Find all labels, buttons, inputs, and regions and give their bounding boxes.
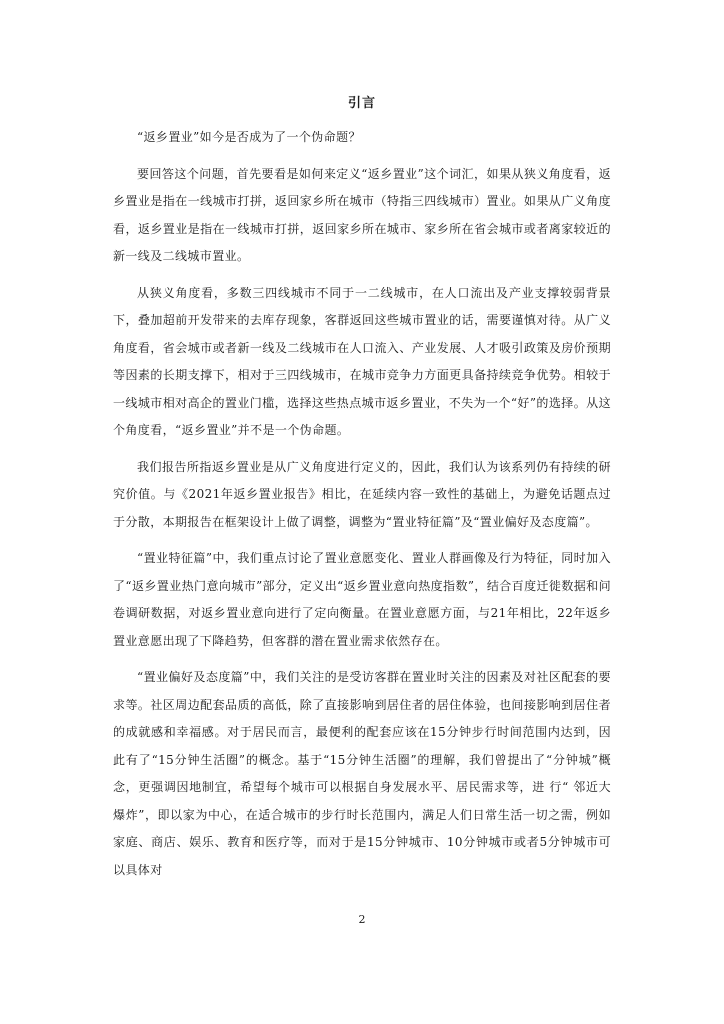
paragraph-definition: 要回答这个问题，首先要看是如何来定义“返乡置业”这个词汇，如果从狭义角度看，返乡置业是指在一线城市打拼，返回家乡所在城市（特指三四线城市）置业。如果从广义角度看，返乡置业是指在一线城市打拼，返回家乡所在城市、家乡所在省会城市或者离家较近的新一线及二线城市置业。 <box>113 166 611 263</box>
paragraph-purchase-features: “置业特征篇”中，我们重点讨论了置业意愿变化、置业人群画像及行为特征，同时加入了“返乡置业热门意向城市”部分，定义出“返乡置业意向热度指数”，结合百度迁徙数据和问卷调研数据，对返乡置业意向进行了定向衡量。在置业意愿方面，与21年相比，22年返乡置业意愿出现了下降趋势，但客群的潜在置业需求依然存在。 <box>113 551 611 648</box>
paragraph-question: “返乡置业”如今是否成为了一个伪命题？ <box>137 130 361 144</box>
paragraph-narrow-vs-broad: 从狭义角度看，多数三四线城市不同于一二线城市，在人口流出及产业支撑较弱背景下，叠加超前开发带来的去库存现象，客群返回这些城市置业的话，需要谨慎对待。从广义角度看，省会城市或者新一线及二线城市在人口流入、产业发展、人才吸引政策及房价预期等因素的长期支撑下，相对于三四线城市，在城市竞争力方面更具备持续竞争优势。相较于一线城市相对高企的置业门槛，选择这些热点城市返乡置业，不失为一个“好”的选择。从这个角度看，“返乡置业”并不是一个伪命题。 <box>113 285 611 437</box>
page-number: 2 <box>358 913 366 926</box>
paragraph-report-scope: 我们报告所指返乡置业是从广义角度进行定义的，因此，我们认为该系列仍有持续的研究价值。与《2021年返乡置业报告》相比，在延续内容一致性的基础上，为避免话题点过于分散，本期报告在框架设计上做了调整，调整为“置业特征篇”及“置业偏好及态度篇”。 <box>113 459 611 529</box>
paragraph-preferences-attitude: “置业偏好及态度篇”中，我们关注的是受访客群在置业时关注的因素及对社区配套的要求等。社区周边配套品质的高低，除了直接影响到居住者的居住体验，也间接影响到居住者的成就感和幸福感。对于居民而言，最便利的配套应该在15分钟步行时间范围内达到，因此有了“15分钟生活圈”的概念。基于“15分钟生活圈”的理解，我们曾提出了“分钟城”概念，更强调因地制宜，希望每个城市可以根据自身发展水平、居民需求等，进 行“ 邻近大爆炸”，即以家为中心，在适合城市的步行时长范围内，满足人们日常生活一切之需，例如家庭、商店、娱乐、教育和医疗等，而对于是15分钟城市、10分钟城市或者5分钟城市可以具体对 <box>113 670 611 877</box>
page-title: 引言 <box>347 96 376 111</box>
body-text <box>113 124 611 884</box>
